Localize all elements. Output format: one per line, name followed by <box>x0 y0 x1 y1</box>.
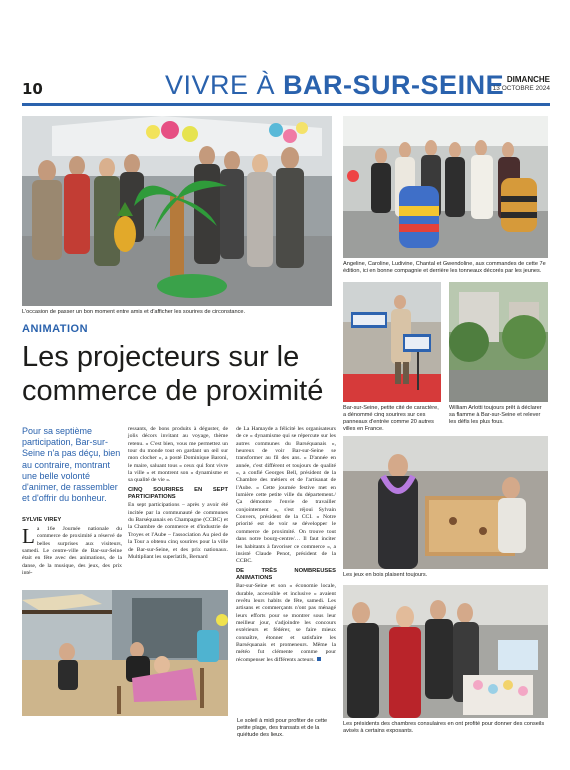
caption-podium: Bar-sur-Seine, petite cité de caractère, a dénommé cinq sourires sur ces panneaux d'entrée comme 20 autres villes en France. <box>343 405 439 432</box>
article-headline: Les projecteurs sur le commerce de proximité <box>22 341 324 407</box>
subheading-animations: DE TRÈS NOMBREUSES ANIMATIONS <box>236 567 336 581</box>
section-title-light: VIVRE À <box>165 70 276 100</box>
article-byline: SYLVIE VIREY <box>22 517 62 523</box>
article-kicker: ANIMATION <box>22 323 89 335</box>
column-3-paragraph-2: Bar-sur-Seine et son « économie locale, durable, accessible et inclusive » avaient revêtu leurs habits de fête, samedi. Les artisans et commerçants n'ont pas ménagé leurs efforts pour se montrer sous leur meilleur jour, s'adjoindre les concours extérieurs et fédérer, se faire mieux connaître, étonner et satisfaire les Barséquanais et promeneurs. Même la météo fut clémente comme pour récompenser les différents acteurs. <box>236 583 336 663</box>
drop-cap: L <box>22 524 35 548</box>
issue-date: 13 OCTOBRE 2024 <box>492 85 550 92</box>
end-mark <box>317 657 321 661</box>
caption-barrels: Angeline, Caroline, Ludivine, Chantal et Gwendoline, aux commandes de cette 7e édition, ici en bonne compagnie et derrière les tonneaux décorés par les jeunes. <box>343 261 546 274</box>
article-column-2 <box>128 426 228 561</box>
photo-main-crowd <box>22 116 332 306</box>
header-rule <box>22 103 550 106</box>
photo-barrels <box>343 116 548 258</box>
caption-main-photo: L'occasion de passer un bon moment entre amis et d'afficher les sourires de circonstance. <box>22 309 246 315</box>
caption-wood-games: Les jeux en bois plaisent toujours. <box>343 572 428 578</box>
column-1-text: a 16e Journée nationale du commerce de proximité a réservé de belles surprises aux visiteurs, samedi. Le centre-ville de Bar-sur-Seine était en fête avec des animations, de la danse, de la musique, des jeux, des prix inté- <box>22 526 122 577</box>
photo-presidents <box>343 585 548 718</box>
subheading-cinq-sourires: CINQ SOURIRES EN SEPT PARTICIPATIONS <box>128 486 228 501</box>
column-3-paragraph-1: de La Hamayde a félicité les organisateurs de ce « dynamisme qui se répercute sur les autres communes du Barséquanais », heureux de voir Bar-sur-Seine se transformer au fil des ans. « D'année en année, c'est différent et toujours de qualité », a confié Georges Bell, président de la Chambre des métiers et de l'artisanat de l'Aube. « Cette journée festive met en lumière cette petite ville du département./ Ça démontre l'envie de travailler conjointement », s'est réjoui Sylvain Convers, président de la CCI. « Notre priorité est de voir se développer le commerce de proximité. On trouve tout dans notre bourg-centre/… Il faut inciter les habitants à favoriser ce commerce », a insisté Claude Penot, président de la CCBC. <box>236 426 336 565</box>
article-column-1 <box>22 526 122 577</box>
article-lead: Pour sa septième participation, Bar-sur-Seine n'a pas déçu, bien au contraire, montrant une belle volonté d'animer, de rassembler et d'offrir du bonheur. <box>22 426 121 504</box>
caption-presidents: Les présidents des chambres consulaires en ont profité pour donner des conseils avisés à certains exposants. <box>343 721 545 734</box>
photo-flame <box>449 282 548 402</box>
page-number: 10 <box>22 80 43 98</box>
issue-day: DIMANCHE <box>506 75 550 84</box>
article-column-3 <box>236 426 336 664</box>
column-2-paragraph-2: En sept participations – après y avoir été incitée par la communauté de communes du Barséquanais en Champagne (CCBC) et la Chambre de commerce et d'industrie de Troyes et l'Aube – l'association Au pied de la Tour a obtenu cinq sourires pour la ville de Bar-sur-Seine, et des prix nationaux. Multipliant les superlatifs, Bernard <box>128 502 228 560</box>
section-title-bold: BAR-SUR-SEINE <box>283 70 505 100</box>
photo-beach <box>22 590 228 716</box>
column-2-paragraph-1: ressants, de bons produits à déguster, de jolis décors invitant au voyage, thème retenu. « C'est bien, vous me permettez un tour du monde tout en gardant un œil sur mon clocher », a posté Dominique Baroni, le maire, saluant tous « ceux qui font vivre la ville » et montrent son « dynamisme et sa qualité de vie ». <box>128 426 228 484</box>
caption-beach: Le soleil à midi pour profiter de cette petite plage, des transats et de la quiétude des lieux. <box>237 718 328 738</box>
section-title <box>165 70 504 101</box>
photo-wood-games <box>343 436 548 569</box>
caption-flame: William Arlotti toujours prêt à déclarer sa flamme à Bar-sur-Seine et relever les défis les plus fous. <box>449 405 542 425</box>
photo-podium <box>343 282 441 402</box>
